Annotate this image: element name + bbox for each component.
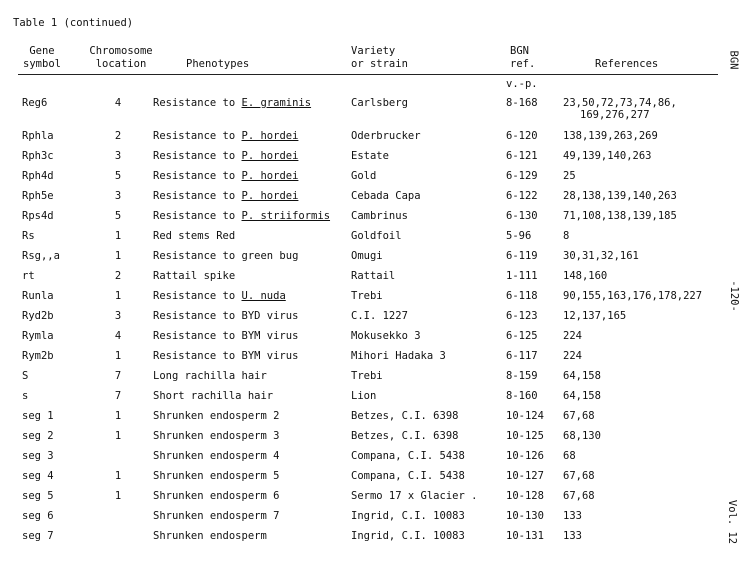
bgn-ref: 6-122 <box>506 190 538 202</box>
bgn-ref: 8-168 <box>506 97 538 109</box>
phenotype <box>153 210 330 223</box>
gene-symbol: seg 4 <box>22 470 54 482</box>
phenotype: Resistance to BYD virus <box>153 310 299 322</box>
header-rule <box>18 74 718 75</box>
chromosome-location: 5 <box>114 170 122 182</box>
header-bgn-line2: ref. <box>510 58 536 70</box>
header-bgn-line1: BGN <box>510 45 529 57</box>
header-chrom-line1: Chromosome <box>89 45 153 57</box>
bgn-ref: 8-159 <box>506 370 538 382</box>
phenotype-organism: E. graminis <box>241 97 312 109</box>
gene-symbol: Rps4d <box>22 210 54 222</box>
bgn-ref: 6-118 <box>506 290 538 302</box>
phenotype-organism: P. hordei <box>241 190 299 202</box>
gene-symbol: rt <box>22 270 35 282</box>
references-continued: 169,276,277 <box>580 109 650 121</box>
references: 224 <box>563 350 582 362</box>
variety: Ingrid, C.I. 10083 <box>351 510 465 522</box>
phenotype-text: Resistance to <box>153 190 242 202</box>
phenotype-text: Resistance to <box>153 97 242 109</box>
gene-symbol: s <box>22 390 29 402</box>
references: 133 <box>563 510 582 522</box>
bgn-ref: 10-124 <box>506 410 544 422</box>
phenotype: Shrunken endosperm 2 <box>153 410 280 422</box>
references: 23,50,72,73,74,86, <box>563 97 677 109</box>
chromosome-location: 5 <box>114 210 122 222</box>
phenotype-text: Resistance to <box>153 130 242 142</box>
references: 138,139,263,269 <box>563 130 658 142</box>
phenotype-organism: P. hordei <box>241 130 299 142</box>
header-chrom-line2: location <box>95 58 147 70</box>
gene-symbol: seg 2 <box>22 430 54 442</box>
phenotype: Resistance to BYM virus <box>153 330 299 342</box>
phenotype: Shrunken endosperm 5 <box>153 470 280 482</box>
bgn-ref: 6-119 <box>506 250 538 262</box>
gene-symbol: Runla <box>22 290 54 302</box>
references: 12,137,165 <box>563 310 627 322</box>
phenotype: Short rachilla hair <box>153 390 274 402</box>
variety: C.I. 1227 <box>351 310 408 322</box>
variety: Mihori Hadaka 3 <box>351 350 446 362</box>
references: 68,130 <box>563 430 601 442</box>
references: 68 <box>563 450 576 462</box>
chromosome-location: 1 <box>114 250 122 262</box>
references: 90,155,163,176,178,227 <box>563 290 703 302</box>
phenotype: Shrunken endosperm <box>153 530 267 542</box>
bgn-ref: 6-121 <box>506 150 538 162</box>
phenotype: Resistance to BYM virus <box>153 350 299 362</box>
references: 71,108,138,139,185 <box>563 210 677 222</box>
phenotype <box>153 130 298 143</box>
chromosome-location: 4 <box>114 97 122 109</box>
gene-symbol: seg 7 <box>22 530 54 542</box>
gene-symbol: Rphla <box>22 130 54 142</box>
chromosome-location: 1 <box>114 410 122 422</box>
references: 148,160 <box>563 270 608 282</box>
phenotype-organism: U. nuda <box>241 290 286 302</box>
references: 30,31,32,161 <box>563 250 639 262</box>
phenotype <box>153 97 311 110</box>
chromosome-location: 2 <box>114 130 122 142</box>
bgn-ref: 6-125 <box>506 330 538 342</box>
variety: Trebi <box>351 290 383 302</box>
gene-symbol: Rym2b <box>22 350 54 362</box>
variety: Estate <box>351 150 389 162</box>
references: 49,139,140,263 <box>563 150 652 162</box>
references: 224 <box>563 330 582 342</box>
gene-symbol: Reg6 <box>22 97 48 109</box>
margin-page-number: -120- <box>727 280 740 312</box>
phenotype-text: Resistance to <box>153 210 242 222</box>
chromosome-location: 1 <box>114 230 122 242</box>
chromosome-location: 1 <box>114 430 122 442</box>
gene-symbol: Rs <box>22 230 35 242</box>
variety: Lion <box>351 390 377 402</box>
variety: Goldfoil <box>351 230 402 242</box>
variety: Cebada Capa <box>351 190 421 202</box>
variety: Sermo 17 x Glacier . <box>351 490 478 502</box>
variety: Gold <box>351 170 377 182</box>
header-gene-line1: Gene <box>29 45 55 57</box>
phenotype <box>153 150 298 163</box>
bgn-ref: 5-96 <box>506 230 532 242</box>
references: 64,158 <box>563 390 601 402</box>
margin-volume-label: Vol. 12 <box>726 499 739 545</box>
references: 133 <box>563 530 582 542</box>
chromosome-location: 3 <box>114 310 122 322</box>
phenotype-organism: P. hordei <box>241 150 299 162</box>
phenotype: Shrunken endosperm 6 <box>153 490 280 502</box>
bgn-ref: 6-129 <box>506 170 538 182</box>
chromosome-location: 7 <box>114 390 122 402</box>
variety: Ingrid, C.I. 10083 <box>351 530 465 542</box>
header-variety-line1: Variety <box>351 45 396 57</box>
bgn-ref: 6-123 <box>506 310 538 322</box>
references: 25 <box>563 170 576 182</box>
margin-journal-label: BGN <box>727 50 740 70</box>
header-variety-line2: or strain <box>351 58 408 70</box>
gene-symbol: seg 5 <box>22 490 54 502</box>
bgn-ref: 10-126 <box>506 450 544 462</box>
gene-symbol: Rymla <box>22 330 54 342</box>
references: 67,68 <box>563 470 595 482</box>
chromosome-location: 1 <box>114 350 122 362</box>
variety: Rattail <box>351 270 396 282</box>
phenotype-organism: P. striiformis <box>241 210 331 222</box>
gene-symbol: Rph3c <box>22 150 54 162</box>
phenotype-organism: P. hordei <box>241 170 299 182</box>
phenotype: Resistance to green bug <box>153 250 299 262</box>
chromosome-location: 7 <box>114 370 122 382</box>
bgn-ref: 10-128 <box>506 490 544 502</box>
table-caption: Table 1 (continued) <box>13 17 134 29</box>
chromosome-location: 3 <box>114 190 122 202</box>
bgn-ref: 6-130 <box>506 210 538 222</box>
bgn-ref: 10-130 <box>506 510 544 522</box>
variety: Oderbrucker <box>351 130 421 142</box>
variety: Betzes, C.I. 6398 <box>351 410 459 422</box>
gene-symbol: seg 6 <box>22 510 54 522</box>
phenotype: Shrunken endosperm 7 <box>153 510 280 522</box>
phenotype <box>153 170 298 183</box>
references: 64,158 <box>563 370 601 382</box>
bgn-ref: 10-131 <box>506 530 544 542</box>
variety: Trebi <box>351 370 383 382</box>
bgn-ref: 6-117 <box>506 350 538 362</box>
chromosome-location: 1 <box>114 490 122 502</box>
references: 67,68 <box>563 410 595 422</box>
phenotype: Shrunken endosperm 3 <box>153 430 280 442</box>
phenotype <box>153 290 286 303</box>
gene-symbol: S <box>22 370 29 382</box>
variety: Omugi <box>351 250 383 262</box>
header-bgn-subtitle: v.-p. <box>506 78 538 90</box>
phenotype-text: Resistance to <box>153 290 242 302</box>
references: 8 <box>563 230 570 242</box>
phenotype-text: Resistance to <box>153 150 242 162</box>
phenotype: Red stems Red <box>153 230 236 242</box>
chromosome-location: 3 <box>114 150 122 162</box>
variety: Betzes, C.I. 6398 <box>351 430 459 442</box>
bgn-ref: 1-111 <box>506 270 538 282</box>
phenotype: Shrunken endosperm 4 <box>153 450 280 462</box>
phenotype: Rattail spike <box>153 270 236 282</box>
references: 28,138,139,140,263 <box>563 190 677 202</box>
variety: Compana, C.I. 5438 <box>351 450 465 462</box>
variety: Carlsberg <box>351 97 408 109</box>
gene-symbol: Rsg,,a <box>22 250 60 262</box>
bgn-ref: 10-127 <box>506 470 544 482</box>
variety: Mokusekko 3 <box>351 330 421 342</box>
references: 67,68 <box>563 490 595 502</box>
gene-symbol: seg 1 <box>22 410 54 422</box>
gene-symbol: Rph4d <box>22 170 54 182</box>
variety: Cambrinus <box>351 210 408 222</box>
phenotype-text: Resistance to <box>153 170 242 182</box>
variety: Compana, C.I. 5438 <box>351 470 465 482</box>
bgn-ref: 10-125 <box>506 430 544 442</box>
bgn-ref: 8-160 <box>506 390 538 402</box>
chromosome-location: 1 <box>114 470 122 482</box>
header-references: References <box>595 58 659 70</box>
phenotype: Long rachilla hair <box>153 370 267 382</box>
chromosome-location: 2 <box>114 270 122 282</box>
gene-symbol: Ryd2b <box>22 310 54 322</box>
chromosome-location: 1 <box>114 290 122 302</box>
header-phenotypes: Phenotypes <box>186 58 250 70</box>
header-gene-line2: symbol <box>23 58 61 70</box>
chromosome-location: 4 <box>114 330 122 342</box>
phenotype <box>153 190 298 203</box>
bgn-ref: 6-120 <box>506 130 538 142</box>
gene-symbol: seg 3 <box>22 450 54 462</box>
gene-symbol: Rph5e <box>22 190 54 202</box>
